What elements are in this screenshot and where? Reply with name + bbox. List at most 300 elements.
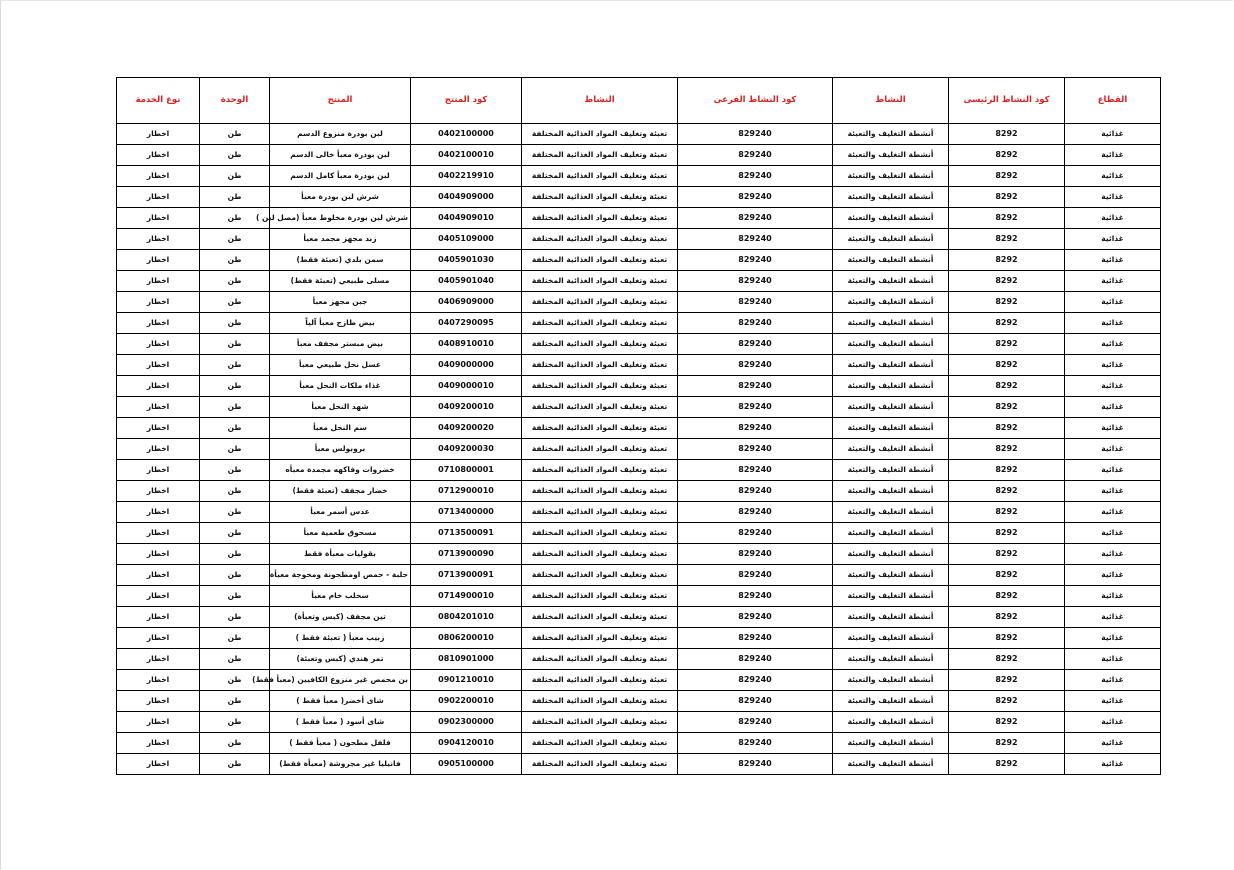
cell-unit: طن [200,439,270,460]
cell-sub-activity-code: 829240 [678,586,833,607]
cell-main-activity-code: 8292 [949,502,1065,523]
cell-product-code: 0402100000 [411,124,522,145]
cell-unit: طن [200,586,270,607]
cell-product: شرش لبن بودرة معبأ [270,187,411,208]
cell-service-type: اخطار [117,712,200,733]
header-activity: النشاط [833,78,949,124]
cell-main-activity-code: 8292 [949,145,1065,166]
cell-product-code: 0905100000 [411,754,522,775]
cell-product: مسحوق طعمية معبأ [270,523,411,544]
cell-service-type: اخطار [117,691,200,712]
cell-activity: أنشطة التغليف والتعبئة [833,418,949,439]
cell-product: شاى أخضر( معبأ فقط ) [270,691,411,712]
cell-product: سم النحل معبأ [270,418,411,439]
cell-sub-activity-code: 829240 [678,523,833,544]
cell-main-activity-code: 8292 [949,250,1065,271]
cell-sub-activity: تعبئة وتغليف المواد الغذائية المختلفة [522,145,678,166]
cell-product: شهد النحل معبأ [270,397,411,418]
cell-sub-activity-code: 829240 [678,271,833,292]
cell-main-activity-code: 8292 [949,124,1065,145]
cell-product: تين مجفف (كبس وتعبأة) [270,607,411,628]
cell-sub-activity-code: 829240 [678,334,833,355]
table-row [117,439,1161,460]
cell-product-code: 0408910010 [411,334,522,355]
cell-sector: غذائية [1065,166,1161,187]
cell-product: لبن بودرة معبأ خالى الدسم [270,145,411,166]
cell-product: زبد مجهز مجمد معبأ [270,229,411,250]
cell-sub-activity-code: 829240 [678,229,833,250]
cell-main-activity-code: 8292 [949,397,1065,418]
cell-main-activity-code: 8292 [949,313,1065,334]
cell-product: شرش لبن بودرة مخلوط معبأ (مصل لبن ) [270,208,411,229]
cell-sub-activity: تعبئة وتغليف المواد الغذائية المختلفة [522,376,678,397]
cell-product: فانيليا غير مجروشة (معبأة فقط) [270,754,411,775]
table-row [117,250,1161,271]
header-sector: القطاع [1065,78,1161,124]
cell-main-activity-code: 8292 [949,439,1065,460]
cell-main-activity-code: 8292 [949,649,1065,670]
table-row [117,376,1161,397]
cell-unit: طن [200,712,270,733]
cell-service-type: اخطار [117,355,200,376]
cell-service-type: اخطار [117,607,200,628]
table-row [117,523,1161,544]
cell-main-activity-code: 8292 [949,607,1065,628]
cell-sector: غذائية [1065,208,1161,229]
cell-unit: طن [200,166,270,187]
cell-main-activity-code: 8292 [949,628,1065,649]
table-row [117,670,1161,691]
cell-sub-activity: تعبئة وتغليف المواد الغذائية المختلفة [522,544,678,565]
cell-product-code: 0714900010 [411,586,522,607]
cell-service-type: اخطار [117,292,200,313]
table-row [117,208,1161,229]
cell-sector: غذائية [1065,250,1161,271]
cell-product: غذاء ملكات النحل معبأ [270,376,411,397]
cell-service-type: اخطار [117,271,200,292]
cell-service-type: اخطار [117,670,200,691]
cell-activity: أنشطة التغليف والتعبئة [833,292,949,313]
cell-sub-activity-code: 829240 [678,481,833,502]
table-row [117,565,1161,586]
table-row [117,733,1161,754]
cell-activity: أنشطة التغليف والتعبئة [833,166,949,187]
table-header-row [117,78,1161,124]
cell-sector: غذائية [1065,544,1161,565]
cell-activity: أنشطة التغليف والتعبئة [833,544,949,565]
cell-service-type: اخطار [117,628,200,649]
cell-unit: طن [200,565,270,586]
cell-activity: أنشطة التغليف والتعبئة [833,124,949,145]
cell-main-activity-code: 8292 [949,733,1065,754]
cell-product-code: 0404909000 [411,187,522,208]
cell-service-type: اخطار [117,523,200,544]
cell-product: بيض طازج معبأ آلياً [270,313,411,334]
cell-unit: طن [200,313,270,334]
cell-service-type: اخطار [117,439,200,460]
cell-sub-activity: تعبئة وتغليف المواد الغذائية المختلفة [522,439,678,460]
cell-main-activity-code: 8292 [949,376,1065,397]
cell-sector: غذائية [1065,565,1161,586]
cell-sub-activity-code: 829240 [678,397,833,418]
cell-unit: طن [200,355,270,376]
cell-sub-activity: تعبئة وتغليف المواد الغذائية المختلفة [522,334,678,355]
cell-sector: غذائية [1065,355,1161,376]
table-row [117,712,1161,733]
cell-main-activity-code: 8292 [949,460,1065,481]
cell-sub-activity: تعبئة وتغليف المواد الغذائية المختلفة [522,565,678,586]
cell-sub-activity-code: 829240 [678,187,833,208]
cell-product: سمن بلدي (تعبئة فقط) [270,250,411,271]
cell-activity: أنشطة التغليف والتعبئة [833,460,949,481]
cell-main-activity-code: 8292 [949,523,1065,544]
cell-main-activity-code: 8292 [949,754,1065,775]
cell-product-code: 0409200020 [411,418,522,439]
cell-sector: غذائية [1065,313,1161,334]
cell-sector: غذائية [1065,145,1161,166]
cell-product-code: 0406909000 [411,292,522,313]
cell-activity: أنشطة التغليف والتعبئة [833,733,949,754]
cell-sub-activity-code: 829240 [678,376,833,397]
cell-unit: طن [200,397,270,418]
header-sub-activity-code: كود النشاط الفرعى [678,78,833,124]
cell-activity: أنشطة التغليف والتعبئة [833,145,949,166]
cell-unit: طن [200,292,270,313]
cell-service-type: اخطار [117,145,200,166]
cell-sector: غذائية [1065,712,1161,733]
cell-sub-activity: تعبئة وتغليف المواد الغذائية المختلفة [522,229,678,250]
table-row [117,502,1161,523]
cell-sub-activity-code: 829240 [678,565,833,586]
table-row [117,649,1161,670]
cell-unit: طن [200,250,270,271]
cell-unit: طن [200,544,270,565]
cell-product-code: 0409200030 [411,439,522,460]
cell-product-code: 0409000000 [411,355,522,376]
cell-activity: أنشطة التغليف والتعبئة [833,628,949,649]
cell-activity: أنشطة التغليف والتعبئة [833,649,949,670]
cell-product-code: 0902200010 [411,691,522,712]
cell-sector: غذائية [1065,502,1161,523]
cell-unit: طن [200,376,270,397]
cell-service-type: اخطار [117,397,200,418]
cell-service-type: اخطار [117,124,200,145]
cell-product-code: 0713400000 [411,502,522,523]
cell-service-type: اخطار [117,166,200,187]
cell-main-activity-code: 8292 [949,208,1065,229]
cell-sub-activity: تعبئة وتغليف المواد الغذائية المختلفة [522,250,678,271]
cell-sector: غذائية [1065,439,1161,460]
cell-activity: أنشطة التغليف والتعبئة [833,712,949,733]
cell-unit: طن [200,124,270,145]
cell-activity: أنشطة التغليف والتعبئة [833,376,949,397]
cell-product: بروبولس معبأ [270,439,411,460]
cell-activity: أنشطة التغليف والتعبئة [833,691,949,712]
cell-main-activity-code: 8292 [949,691,1065,712]
cell-service-type: اخطار [117,733,200,754]
cell-sub-activity-code: 829240 [678,124,833,145]
cell-sector: غذائية [1065,733,1161,754]
cell-sub-activity: تعبئة وتغليف المواد الغذائية المختلفة [522,313,678,334]
cell-sub-activity: تعبئة وتغليف المواد الغذائية المختلفة [522,355,678,376]
cell-sector: غذائية [1065,124,1161,145]
table-row [117,166,1161,187]
cell-activity: أنشطة التغليف والتعبئة [833,271,949,292]
table-row [117,691,1161,712]
document-sheet [116,77,1160,775]
cell-unit: طن [200,502,270,523]
cell-service-type: اخطار [117,376,200,397]
cell-product-code: 0407290095 [411,313,522,334]
cell-sub-activity: تعبئة وتغليف المواد الغذائية المختلفة [522,481,678,502]
cell-sector: غذائية [1065,229,1161,250]
cell-service-type: اخطار [117,544,200,565]
cell-sub-activity-code: 829240 [678,628,833,649]
cell-sub-activity-code: 829240 [678,292,833,313]
cell-product-code: 0402100010 [411,145,522,166]
cell-sub-activity-code: 829240 [678,670,833,691]
cell-main-activity-code: 8292 [949,229,1065,250]
table-row [117,481,1161,502]
cell-unit: طن [200,229,270,250]
cell-sub-activity-code: 829240 [678,754,833,775]
cell-sector: غذائية [1065,460,1161,481]
header-unit: الوحدة [200,78,270,124]
cell-sub-activity: تعبئة وتغليف المواد الغذائية المختلفة [522,124,678,145]
cell-product-code: 0409200010 [411,397,522,418]
cell-service-type: اخطار [117,313,200,334]
cell-activity: أنشطة التغليف والتعبئة [833,334,949,355]
cell-main-activity-code: 8292 [949,544,1065,565]
cell-activity: أنشطة التغليف والتعبئة [833,523,949,544]
cell-product: مسلى طبيعي (تعبئة فقط) [270,271,411,292]
cell-sector: غذائية [1065,523,1161,544]
cell-service-type: اخطار [117,481,200,502]
table-row [117,145,1161,166]
cell-product: عسل نحل طبيعي معبأ [270,355,411,376]
cell-product-code: 0810901000 [411,649,522,670]
cell-service-type: اخطار [117,586,200,607]
cell-main-activity-code: 8292 [949,670,1065,691]
cell-activity: أنشطة التغليف والتعبئة [833,586,949,607]
cell-sub-activity: تعبئة وتغليف المواد الغذائية المختلفة [522,208,678,229]
cell-activity: أنشطة التغليف والتعبئة [833,670,949,691]
cell-service-type: اخطار [117,754,200,775]
cell-product: حلبة - حمص اومطحونة ومحوجة معبأة [270,565,411,586]
cell-sub-activity-code: 829240 [678,649,833,670]
cell-sub-activity: تعبئة وتغليف المواد الغذائية المختلفة [522,586,678,607]
cell-sub-activity-code: 829240 [678,460,833,481]
cell-unit: طن [200,691,270,712]
cell-service-type: اخطار [117,502,200,523]
cell-product-code: 0902300000 [411,712,522,733]
cell-product-code: 0713500091 [411,523,522,544]
cell-product: عدس أسمر معبأ [270,502,411,523]
cell-unit: طن [200,418,270,439]
cell-product: جبن مجهز معبأ [270,292,411,313]
cell-activity: أنشطة التغليف والتعبئة [833,607,949,628]
table-body [117,124,1161,775]
cell-service-type: اخطار [117,565,200,586]
cell-sub-activity: تعبئة وتغليف المواد الغذائية المختلفة [522,607,678,628]
cell-product-code: 0713900091 [411,565,522,586]
cell-activity: أنشطة التغليف والتعبئة [833,481,949,502]
cell-product: خضروات وفاكهه مجمدة معبأه [270,460,411,481]
cell-main-activity-code: 8292 [949,481,1065,502]
cell-sub-activity-code: 829240 [678,250,833,271]
cell-product: فلفل مطحون ( معبأ فقط ) [270,733,411,754]
cell-main-activity-code: 8292 [949,334,1065,355]
cell-activity: أنشطة التغليف والتعبئة [833,250,949,271]
cell-product: زبيب معبأ ( تعبئة فقط ) [270,628,411,649]
products-table [116,77,1161,775]
cell-sub-activity: تعبئة وتغليف المواد الغذائية المختلفة [522,691,678,712]
cell-main-activity-code: 8292 [949,271,1065,292]
cell-sub-activity-code: 829240 [678,502,833,523]
cell-activity: أنشطة التغليف والتعبئة [833,313,949,334]
cell-unit: طن [200,607,270,628]
cell-activity: أنشطة التغليف والتعبئة [833,754,949,775]
cell-sub-activity: تعبئة وتغليف المواد الغذائية المختلفة [522,712,678,733]
cell-sub-activity-code: 829240 [678,313,833,334]
cell-sub-activity: تعبئة وتغليف المواد الغذائية المختلفة [522,754,678,775]
table-row [117,397,1161,418]
cell-sub-activity: تعبئة وتغليف المواد الغذائية المختلفة [522,628,678,649]
cell-main-activity-code: 8292 [949,418,1065,439]
cell-product-code: 0405109000 [411,229,522,250]
cell-product-code: 0402219910 [411,166,522,187]
cell-activity: أنشطة التغليف والتعبئة [833,439,949,460]
cell-sub-activity-code: 829240 [678,712,833,733]
cell-sector: غذائية [1065,334,1161,355]
cell-service-type: اخطار [117,250,200,271]
cell-unit: طن [200,460,270,481]
table-row [117,229,1161,250]
cell-sector: غذائية [1065,691,1161,712]
cell-unit: طن [200,145,270,166]
cell-sector: غذائية [1065,670,1161,691]
cell-service-type: اخطار [117,418,200,439]
cell-sector: غذائية [1065,418,1161,439]
cell-service-type: اخطار [117,649,200,670]
cell-unit: طن [200,271,270,292]
cell-unit: طن [200,334,270,355]
cell-sector: غذائية [1065,754,1161,775]
cell-activity: أنشطة التغليف والتعبئة [833,208,949,229]
cell-product: تمر هندي (كبس وتعبئة) [270,649,411,670]
cell-product: بقوليات معبأة فقط [270,544,411,565]
cell-sector: غذائية [1065,292,1161,313]
cell-product-code: 0409000010 [411,376,522,397]
cell-product-code: 0904120010 [411,733,522,754]
cell-activity: أنشطة التغليف والتعبئة [833,355,949,376]
cell-activity: أنشطة التغليف والتعبئة [833,397,949,418]
cell-service-type: اخطار [117,187,200,208]
cell-product-code: 0710800001 [411,460,522,481]
cell-sub-activity-code: 829240 [678,355,833,376]
cell-unit: طن [200,523,270,544]
cell-product-code: 0405901040 [411,271,522,292]
cell-service-type: اخطار [117,229,200,250]
table-row [117,271,1161,292]
cell-sub-activity: تعبئة وتغليف المواد الغذائية المختلفة [522,649,678,670]
cell-sector: غذائية [1065,607,1161,628]
cell-sub-activity: تعبئة وتغليف المواد الغذائية المختلفة [522,523,678,544]
cell-sector: غذائية [1065,397,1161,418]
cell-sector: غذائية [1065,481,1161,502]
cell-sub-activity: تعبئة وتغليف المواد الغذائية المختلفة [522,292,678,313]
header-product: المنتج [270,78,411,124]
table-row [117,292,1161,313]
cell-unit: طن [200,670,270,691]
cell-main-activity-code: 8292 [949,355,1065,376]
table-row [117,586,1161,607]
cell-activity: أنشطة التغليف والتعبئة [833,187,949,208]
cell-sector: غذائية [1065,586,1161,607]
cell-service-type: اخطار [117,460,200,481]
header-main-activity-code: كود النشاط الرئيسى [949,78,1065,124]
cell-sector: غذائية [1065,187,1161,208]
cell-sector: غذائية [1065,271,1161,292]
cell-sub-activity: تعبئة وتغليف المواد الغذائية المختلفة [522,502,678,523]
cell-sub-activity: تعبئة وتغليف المواد الغذائية المختلفة [522,733,678,754]
table-row [117,124,1161,145]
header-product-code: كود المنتج [411,78,522,124]
cell-product: بيض مبستر مجفف معبأ [270,334,411,355]
cell-service-type: اخطار [117,334,200,355]
table-row [117,418,1161,439]
cell-main-activity-code: 8292 [949,292,1065,313]
table-row [117,334,1161,355]
cell-product-code: 0712900010 [411,481,522,502]
cell-sub-activity: تعبئة وتغليف المواد الغذائية المختلفة [522,166,678,187]
table-row [117,544,1161,565]
cell-main-activity-code: 8292 [949,712,1065,733]
cell-product: لبن بودرة معبأ كامل الدسم [270,166,411,187]
cell-main-activity-code: 8292 [949,166,1065,187]
cell-unit: طن [200,754,270,775]
cell-sub-activity: تعبئة وتغليف المواد الغذائية المختلفة [522,271,678,292]
cell-product-code: 0405901030 [411,250,522,271]
cell-sub-activity-code: 829240 [678,607,833,628]
cell-sub-activity: تعبئة وتغليف المواد الغذائية المختلفة [522,418,678,439]
cell-sector: غذائية [1065,649,1161,670]
header-service-type: نوع الخدمة [117,78,200,124]
cell-product: خضار مجفف (تعبئة فقط) [270,481,411,502]
cell-product: بن محمص غير منزوع الكافيين (معبأ فقط) [270,670,411,691]
cell-sub-activity-code: 829240 [678,208,833,229]
cell-activity: أنشطة التغليف والتعبئة [833,229,949,250]
cell-activity: أنشطة التغليف والتعبئة [833,565,949,586]
cell-sub-activity: تعبئة وتغليف المواد الغذائية المختلفة [522,397,678,418]
cell-product: سحلب خام معبأ [270,586,411,607]
cell-sub-activity-code: 829240 [678,733,833,754]
cell-product: لبن بودرة منزوع الدسم [270,124,411,145]
cell-product-code: 0804201010 [411,607,522,628]
cell-sub-activity-code: 829240 [678,544,833,565]
table-row [117,607,1161,628]
cell-unit: طن [200,187,270,208]
cell-sub-activity-code: 829240 [678,166,833,187]
cell-sub-activity: تعبئة وتغليف المواد الغذائية المختلفة [522,187,678,208]
cell-product-code: 0901210010 [411,670,522,691]
cell-unit: طن [200,733,270,754]
cell-main-activity-code: 8292 [949,187,1065,208]
cell-sub-activity-code: 829240 [678,418,833,439]
cell-unit: طن [200,481,270,502]
cell-sub-activity-code: 829240 [678,439,833,460]
table-row [117,460,1161,481]
